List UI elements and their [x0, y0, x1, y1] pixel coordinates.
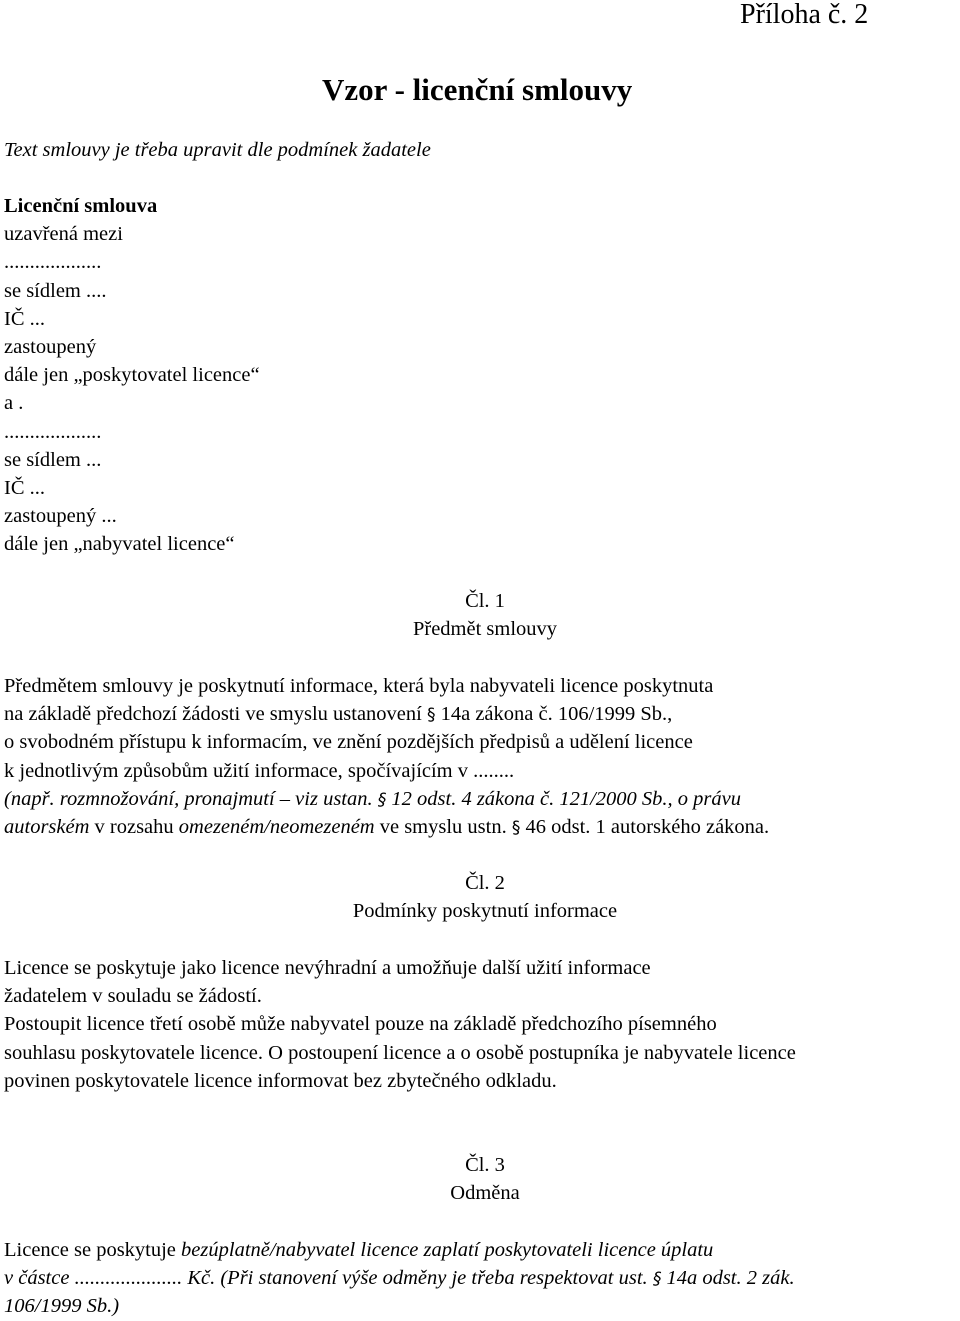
text-span: ve smyslu ustn. [374, 815, 512, 838]
text-span: (např. rozmnožování, pronajmutí – viz ustan. [4, 787, 378, 810]
document-title: Vzor - licenční smlouvy [322, 72, 633, 107]
contract-heading: Licenční smlouva [4, 195, 158, 217]
article-3-heading: Odměna [450, 1182, 520, 1204]
section-sign: § [652, 1269, 662, 1290]
text-span: 14a zákona č. 106/1999 Sb., [435, 703, 673, 726]
article-2-body [4, 954, 956, 1095]
article-1-line [4, 813, 956, 841]
article-2-heading: Podmínky poskytnutí informace [352, 900, 618, 922]
party-line: se sídlem ... [4, 448, 102, 471]
article-1-line: Předmětem smlouvy je poskytnutí informace, která byla nabyvateli licence poskytnuta [4, 675, 714, 697]
text-span: autorském [4, 815, 90, 838]
party-line: ................... [4, 420, 102, 443]
text-span: 46 odst. 1 autorského zákona. [520, 815, 770, 838]
article-1-heading: Předmět smlouvy [412, 618, 558, 640]
party-line: se sídlem .... [4, 279, 107, 302]
section-sign: § [377, 789, 387, 810]
party-line: IČ ... [4, 307, 45, 330]
instruction-note: Text smlouvy je třeba upravit dle podmínek žadatele [4, 139, 431, 161]
party-line: IČ ... [4, 476, 45, 499]
text-span: bezúplatně/nabyvatel licence zaplatí poskytovateli licence úplatu [181, 1239, 714, 1261]
article-1-line: k jednotlivým způsobům užití informace, spočívajícím v ........ [4, 759, 515, 782]
article-2-line: povinen poskytovatele licence informovat bez zbytečného odkladu. [4, 1069, 557, 1092]
article-2-line: Postoupit licence třetí osobě může nabyvatel pouze na základě předchozího písemného [4, 1013, 717, 1036]
text-span: v rozsahu [89, 815, 179, 838]
article-1-line [4, 785, 956, 813]
party-line: dále jen „nabyvatel licence“ [4, 533, 235, 556]
article-2-line: žadatelem v souladu se žádostí. [4, 985, 262, 1008]
text-span: omezeném/neomezeném [178, 815, 375, 838]
text-span: 14a odst. 2 zák. [661, 1267, 795, 1290]
party-line: uzavřená mezi [4, 223, 123, 246]
article-1-line: o svobodném přístupu k informacím, ve znění pozdějších předpisů a udělení licence [4, 731, 693, 754]
contract-parties [4, 192, 260, 558]
party-line: zastoupený [4, 335, 97, 358]
party-line: ................... [4, 251, 102, 274]
article-1-number: Čl. 1 [465, 590, 505, 612]
article-3-line: 106/1999 Sb.) [4, 1295, 120, 1318]
article-2-line: souhlasu poskytovatele licence. O postoupení licence a o osobě postupníka je nabyvatele licence [4, 1041, 796, 1064]
section-sign: § [511, 817, 521, 838]
text-span: v částce ..................... Kč. (Při stanovení výše odměny je třeba respektovat ust. [4, 1267, 653, 1290]
article-2-number: Čl. 2 [465, 872, 505, 894]
party-line: zastoupený ... [4, 505, 117, 528]
article-3-line [4, 1264, 956, 1292]
party-line: dále jen „poskytovatel licence“ [4, 364, 260, 387]
article-3-number: Čl. 3 [465, 1154, 505, 1176]
article-1-line [4, 700, 956, 728]
attachment-label: Příloha č. 2 [740, 0, 869, 30]
article-1-body [4, 672, 956, 841]
article-2-line: Licence se poskytuje jako licence nevýhradní a umožňuje další užití informace [4, 957, 651, 979]
text-span: Licence se poskytuje [4, 1239, 182, 1261]
article-3-body [4, 1236, 956, 1321]
text-span: 12 odst. 4 zákona č. 121/2000 Sb., o právu [386, 787, 742, 810]
section-sign: § [426, 705, 436, 726]
party-line: a . [4, 392, 24, 415]
article-3-line [4, 1236, 956, 1264]
text-span: na základě předchozí žádosti ve smyslu ustanovení [4, 703, 427, 726]
